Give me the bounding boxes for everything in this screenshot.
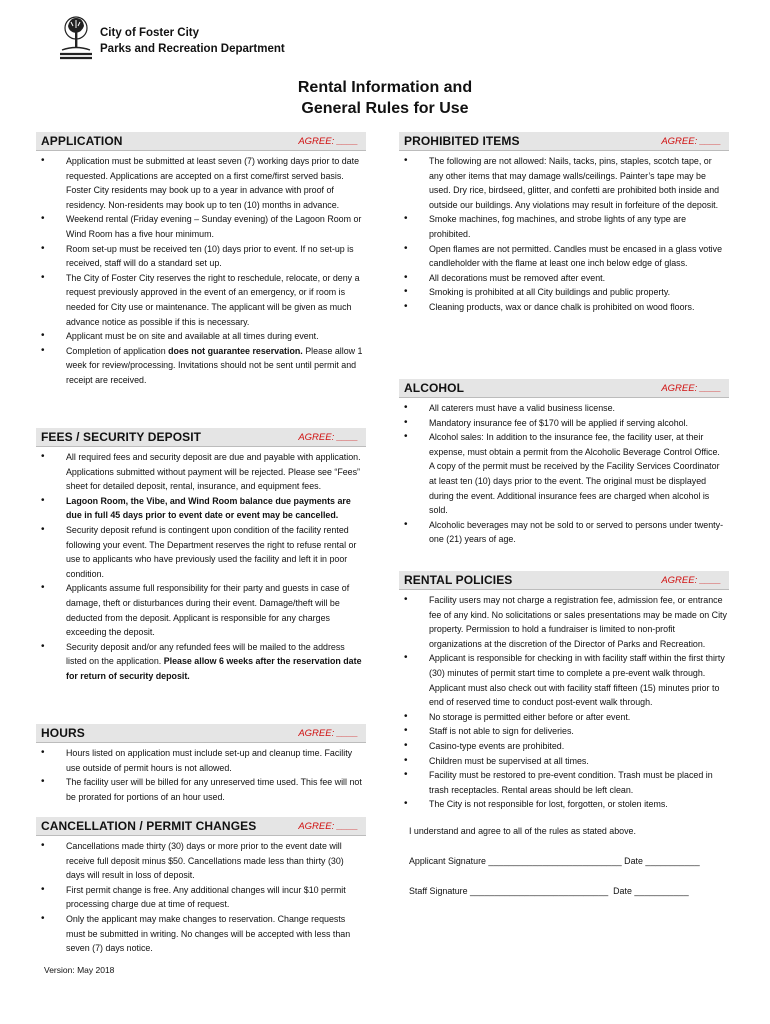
rule-item: • The following are not allowed: Nails, tacks, pins, staples, scotch tape, or any other items that may damage walls/ceilings. Painter’s tape may be used. Dry rice, birdseed, glitter, and confetti are prohibited both inside and outside our buildings. Any violations may result in forfeiture of the deposit. (399, 154, 729, 212)
section-title: RENTAL POLICIES (404, 573, 513, 587)
rule-item (36, 494, 366, 523)
rule-item: • The City is not responsible for lost, forgotten, or stolen items. (399, 797, 729, 812)
section-title: FEES / SECURITY DEPOSIT (41, 430, 202, 444)
rule-item (36, 344, 366, 388)
section-header (399, 379, 729, 398)
rule-item: • Applicants assume full responsibility for their party and guests in case of damage, theft or disturbances during their event. Damage/theft will be deducted from the deposit. Applicant is responsible for any charges exceeding the deposit. (36, 581, 366, 639)
rule-emphasis: Please allow 6 weeks after the reservation date for return of security deposit. (66, 656, 362, 681)
rule-item: • Alcohol sales: In addition to the insurance fee, the facility user, at their expense, must obtain a permit from the Alcoholic Beverage Control Office. A copy of the permit must be received by the Facility Services Coordinator at least ten (10) days prior to the event. The original must be displayed during the event. Additional insurance fees are charged when alcohol is sold. (399, 430, 729, 518)
rule-item: • Cleaning products, wax or dance chalk is prohibited on wood floors. (399, 300, 729, 315)
rule-item: • All caterers must have a valid business license. (399, 401, 729, 416)
section-header (399, 571, 729, 590)
section-title: CANCELLATION / PERMIT CHANGES (41, 819, 257, 833)
title-line-2: General Rules for Use (301, 100, 469, 117)
section-title: HOURS (41, 726, 85, 740)
agree-field[interactable]: AGREE: ____ (298, 135, 358, 147)
rule-item: • Application must be submitted at least seven (7) working days prior to date requested. Applications are accepted on a first come/first served basis. Foster City residents may book up to a year in advance with proof of residency. Non-residents may book up to ten (10) months in advance. (36, 154, 366, 212)
section-header (36, 724, 366, 743)
rule-item: • No storage is permitted either before or after event. (399, 710, 729, 725)
rule-emphasis: Lagoon Room, the Vibe, and Wind Room balance due payments are due in full 45 days prior to event date or event may be cancelled. (66, 495, 351, 521)
staff-signature-line[interactable]: Staff Signature ____________________________ Date ___________ (409, 885, 689, 896)
rule-item: • First permit change is free. Any additional changes will incur $10 permit processing charge due at time of request. (36, 883, 366, 912)
section-title: PROHIBITED ITEMS (404, 134, 520, 148)
rule-item: • Weekend rental (Friday evening – Sunday evening) of the Lagoon Room or Wind Room has a five hour minimum. (36, 212, 366, 241)
organization-name (100, 25, 285, 57)
rule-item: • Applicant must be on site and available at all times during event. (36, 329, 366, 344)
version-label: Version: May 2018 (44, 965, 115, 975)
agree-field[interactable]: AGREE: ____ (661, 382, 721, 394)
rule-item: • Staff is not able to sign for deliveries. (399, 724, 729, 739)
agree-field[interactable]: AGREE: ____ (298, 820, 358, 832)
rule-item (36, 640, 366, 684)
rule-item: • Children must be supervised at all times. (399, 754, 729, 769)
section-rental (399, 571, 729, 812)
rule-item: • Only the applicant may make changes to reservation. Change requests must be submitted in writing. No changes will be accepted with less than seven (7) days notice. (36, 912, 366, 956)
section-title: ALCOHOL (404, 381, 465, 395)
section-fees (36, 428, 366, 724)
rule-item: • Room set-up must be received ten (10) days prior to event. If no set-up is received, staff will do a standard set up. (36, 242, 366, 271)
agree-field[interactable]: AGREE: ____ (661, 135, 721, 147)
rule-item: • The City of Foster City reserves the right to reschedule, relocate, or deny a request previously approved in the event of an emergency, or if room is needed for City use or maintenance. The applicant will be given as much advance notice as possible if this is necessary. (36, 271, 366, 329)
rule-item: • Security deposit refund is contingent upon condition of the facility rented following your event. The Department reserves the right to refuse rental or use to applicants who have previously used the facility and left it in poor condition. (36, 523, 366, 581)
org-line-2: Parks and Recreation Department (100, 43, 285, 55)
rule-text: Security deposit and/or any refunded fees will be mailed to the address listed on the application. (66, 641, 345, 667)
section-application (36, 132, 366, 428)
rule-item: • Open flames are not permitted. Candles must be encased in a glass votive candleholder with the flame at least one inch below edge of glass. (399, 242, 729, 271)
section-hours (36, 724, 366, 817)
rule-item: • Facility users may not charge a registration fee, admission fee, or entrance fee of any kind. No solicitations or sales presentations may be made on City property. Permission to hold a fundraiser is limited to non-profit organizations at the discretion of the Director of Parks and Recreation. (399, 593, 729, 651)
city-logo-tree-icon (56, 14, 96, 62)
rule-item: • Facility must be restored to pre-event condition. Trash must be placed in trash receptacles. Rental areas should be left clean. (399, 768, 729, 797)
agreement-statement: I understand and agree to all of the rules as stated above. (409, 825, 636, 836)
rule-item: • Applicant is responsible for checking in with facility staff within the first thirty (30) minutes of permit start time to complete a pre-event walk through. Applicant must also check out with facility staff fifteen (15) minutes prior to end of reserved time to conduct post-event walk through. (399, 651, 729, 709)
section-title: APPLICATION (41, 134, 123, 148)
org-line-1: City of Foster City (100, 27, 200, 39)
rules-list (36, 450, 366, 684)
agree-field[interactable]: AGREE: ____ (298, 431, 358, 443)
rules-list (399, 154, 729, 315)
agree-field[interactable]: AGREE: ____ (298, 727, 358, 739)
section-cancellation (36, 817, 366, 957)
agree-field[interactable]: AGREE: ____ (661, 574, 721, 586)
rule-emphasis: does not guarantee reservation. (168, 345, 303, 356)
applicant-signature-line[interactable]: Applicant Signature ___________________________ Date ___________ (409, 855, 700, 866)
rule-text: Please allow 1 week for review/processing. Invitations should not be sent until permit and receipt are received. (66, 345, 363, 385)
rules-list (399, 401, 729, 547)
rules-list (399, 593, 729, 812)
rule-item: • Smoking is prohibited at all City buildings and public property. (399, 285, 729, 300)
rule-item: • Cancellations made thirty (30) days or more prior to the event date will receive full deposit minus $50. Cancellations made less than thirty (30) days will result in loss of deposit. (36, 839, 366, 883)
rule-item: • Hours listed on application must include set-up and cleanup time. Facility use outside of permit hours is not allowed. (36, 746, 366, 775)
title-line-1: Rental Information and (297, 79, 473, 96)
section-header (36, 817, 366, 836)
section-prohibited (399, 132, 729, 379)
rule-text: Completion of application (66, 345, 169, 356)
rule-item: • Alcoholic beverages may not be sold to or served to persons under twenty-one (21) years of age. (399, 518, 729, 547)
document-title (0, 77, 770, 119)
right-column (399, 132, 729, 898)
rule-item: • All decorations must be removed after event. (399, 271, 729, 286)
rule-item: • Casino-type events are prohibited. (399, 739, 729, 754)
rule-item: • All required fees and security deposit are due and payable with application. Applications submitted without payment will be rejected. Please see “Fees” sheet for detailed deposit, rental, insurance, and equipment fees. (36, 450, 366, 494)
section-alcohol (399, 379, 729, 571)
rule-item: • Mandatory insurance fee of $170 will be applied if serving alcohol. (399, 416, 729, 431)
rule-item: • The facility user will be billed for any unreserved time used. This fee will not be prorated for portions of an hour used. (36, 775, 366, 804)
section-header (36, 132, 366, 151)
rules-list (36, 746, 366, 804)
rules-list (36, 154, 366, 388)
signature-block (399, 824, 729, 898)
rules-list (36, 839, 366, 956)
section-header (36, 428, 366, 447)
left-column (36, 132, 366, 957)
rule-item: • Smoke machines, fog machines, and strobe lights of any type are prohibited. (399, 212, 729, 241)
section-header (399, 132, 729, 151)
